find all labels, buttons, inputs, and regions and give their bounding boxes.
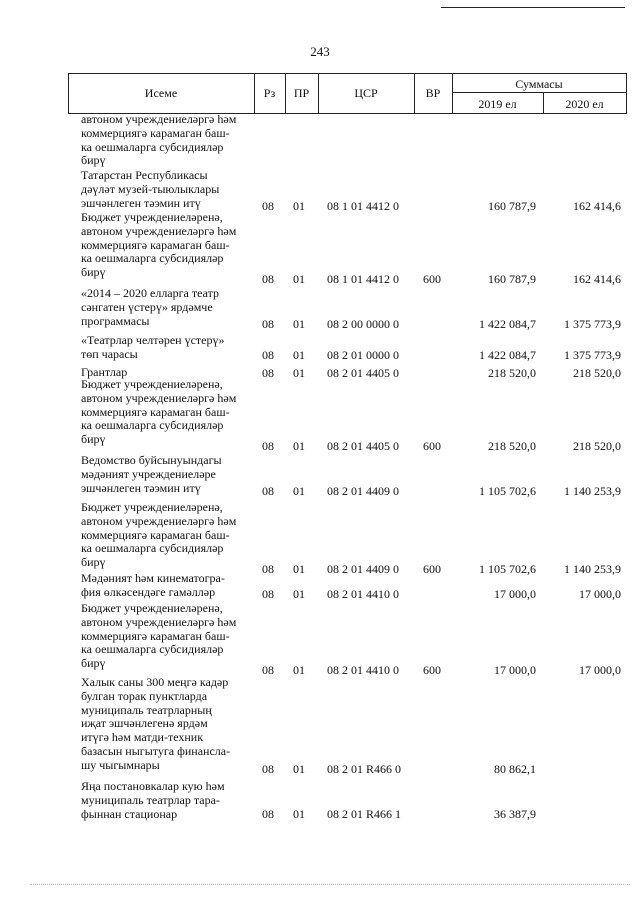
row-name-line: коммерциягә карамаган баш- [81, 125, 230, 140]
row-amount-2020: 1 375 773,9 [564, 348, 621, 362]
row-name-line: бирү [81, 656, 106, 671]
row-name [81, 113, 249, 168]
row-rz: 08 [262, 484, 274, 498]
row-name-line: автоном учреждениеләргә һәм [81, 614, 237, 629]
row-amount-2020: 1 375 773,9 [564, 317, 621, 331]
row-csr: 08 2 01 4405 0 [327, 366, 399, 380]
row-rz: 08 [262, 807, 274, 821]
row-pr: 01 [293, 807, 305, 821]
row-amount-2019: 17 000,0 [494, 587, 536, 601]
row-pr: 01 [293, 562, 305, 576]
header-sums: Суммасы [515, 77, 563, 91]
header-rz: Рз [263, 86, 276, 100]
row-name-line: иҗат эшчәнлегенә ярдәм [81, 716, 208, 731]
row-amount-2019: 80 862,1 [494, 762, 536, 776]
row-name-line: ка оешмаларга субсидияләр [81, 642, 224, 657]
row-amount-2019: 1 422 084,7 [479, 317, 536, 331]
row-pr: 01 [293, 366, 305, 380]
row-amount-2020: 1 140 253,9 [564, 484, 621, 498]
row-name [81, 501, 249, 570]
row-amount-2020: 17 000,0 [579, 587, 621, 601]
row-pr: 01 [293, 587, 305, 601]
row-csr: 08 2 01 4409 0 [327, 562, 399, 576]
row-name-line: Бюджет учреждениеләренә, [81, 377, 223, 391]
header-year-2019: 2019 ел [478, 97, 517, 111]
row-name-line: автоном учреждениеләргә һәм [81, 513, 237, 528]
row-amount-2019: 160 787,9 [488, 199, 536, 213]
row-name [81, 676, 249, 773]
row-amount-2019: 1 422 084,7 [479, 348, 536, 362]
row-pr: 01 [293, 484, 305, 498]
row-csr: 08 1 01 4412 0 [327, 272, 399, 286]
row-amount-2020: 218 520,0 [573, 439, 621, 453]
row-pr: 01 [293, 663, 305, 677]
row-name-line: коммерциягә карамаган баш- [81, 237, 230, 252]
row-csr: 08 2 01 R466 0 [327, 762, 402, 776]
row-vr: 600 [423, 272, 441, 286]
row-name-line: ка оешмаларга субсидияләр [81, 251, 224, 266]
row-name-line: Грантлар [81, 365, 128, 379]
header-name: Исеме [144, 86, 178, 100]
row-name [81, 454, 249, 495]
row-name-line: фыннан стационар [81, 806, 178, 821]
row-name-line: Татарстан Республикасы [81, 168, 208, 182]
header-year-2020: 2020 ел [565, 97, 604, 111]
row-name [81, 378, 249, 447]
row-rz: 08 [262, 272, 274, 286]
row-name-line: базасын ныгытуга финансла- [81, 743, 231, 758]
row-name-line: автоном учреждениеләргә һәм [81, 223, 237, 238]
header-border-right [626, 73, 627, 114]
row-name [81, 287, 249, 328]
row-name-line: фия өлкәсендәге гамәлләр [81, 584, 216, 599]
row-name-line: эшчәнлеген тәэмин итү [81, 195, 201, 210]
top-rule [441, 7, 625, 8]
row-name-line: бирү [81, 432, 106, 447]
row-name-line: шу чыгымнары [81, 757, 160, 772]
header-pr: ПР [293, 86, 310, 100]
row-rz: 08 [262, 587, 274, 601]
row-amount-2019: 1 105 702,6 [479, 484, 536, 498]
row-name-line: муниципаль театрларның [81, 702, 212, 717]
row-name-line: Яңа постановкалар кую һәм [81, 779, 225, 793]
row-name-line: мәдәният учреждениеләре [81, 466, 216, 481]
row-name-line: коммерциягә карамаган баш- [81, 404, 230, 419]
row-name-line: коммерциягә карамаган баш- [81, 628, 230, 643]
row-name-line: коммерциягә карамаган баш- [81, 527, 230, 542]
row-vr: 600 [423, 439, 441, 453]
row-name-line: дәүләт музей-тыюлыклары [81, 181, 220, 196]
row-rz: 08 [262, 439, 274, 453]
bottom-margin-marks [30, 884, 630, 885]
row-vr: 600 [423, 663, 441, 677]
row-name [81, 169, 249, 210]
row-rz: 08 [262, 317, 274, 331]
row-name [81, 211, 249, 280]
row-name-line: итүгә һәм матди-техник [81, 730, 204, 745]
row-vr: 600 [423, 562, 441, 576]
row-name-line: ка оешмаларга субсидияләр [81, 418, 224, 433]
row-rz: 08 [262, 199, 274, 213]
row-amount-2020: 162 414,6 [573, 272, 621, 286]
row-csr: 08 2 01 4410 0 [327, 587, 399, 601]
row-name-line: Бюджет учреждениеләренә, [81, 601, 223, 615]
row-name-line: «2014 – 2020 елларга театр [81, 286, 219, 300]
row-name-line: булган торак пунктларда [81, 688, 208, 703]
row-amount-2020: 1 140 253,9 [564, 562, 621, 576]
row-pr: 01 [293, 762, 305, 776]
row-csr: 08 2 01 0000 0 [327, 348, 399, 362]
row-name [81, 572, 249, 600]
row-rz: 08 [262, 348, 274, 362]
row-amount-2019: 17 000,0 [494, 663, 536, 677]
row-name-line: ка оешмаларга субсидияләр [81, 139, 224, 154]
row-name-line: төп чарасы [81, 346, 138, 361]
row-csr: 08 2 01 4409 0 [327, 484, 399, 498]
row-name [81, 334, 249, 362]
row-amount-2019: 1 105 702,6 [479, 562, 536, 576]
row-name-line: автоном учреждениеләргә һәм [81, 112, 237, 126]
row-rz: 08 [262, 366, 274, 380]
header-mid-line [452, 92, 626, 93]
row-amount-2019: 218 520,0 [488, 366, 536, 380]
row-amount-2019: 36 387,9 [494, 807, 536, 821]
row-name [81, 602, 249, 671]
row-name-line: автоном учреждениеләргә һәм [81, 390, 237, 405]
row-name-line: Ведомство буйсынуындагы [81, 453, 222, 467]
row-name-line: ка оешмаларга субсидияләр [81, 541, 224, 556]
row-amount-2019: 160 787,9 [488, 272, 536, 286]
header-csr: ЦСР [354, 86, 378, 100]
row-rz: 08 [262, 663, 274, 677]
row-name-line: муниципаль театрлар тара- [81, 792, 220, 807]
row-name-line: программасы [81, 313, 150, 328]
row-csr: 08 1 01 4412 0 [327, 199, 399, 213]
row-csr: 08 2 00 0000 0 [327, 317, 399, 331]
row-name [81, 780, 249, 821]
row-amount-2020: 218 520,0 [573, 366, 621, 380]
row-pr: 01 [293, 317, 305, 331]
row-pr: 01 [293, 439, 305, 453]
row-name-line: эшчәнлеген тәэмин итү [81, 480, 201, 495]
row-rz: 08 [262, 762, 274, 776]
page-number: 243 [310, 44, 330, 59]
row-rz: 08 [262, 562, 274, 576]
row-name-line: Мәдәният һәм кинематогра- [81, 571, 225, 585]
row-name-line: бирү [81, 265, 106, 280]
row-pr: 01 [293, 348, 305, 362]
row-amount-2020: 162 414,6 [573, 199, 621, 213]
row-name-line: Бюджет учреждениеләренә, [81, 500, 223, 514]
row-name-line: «Театрлар челтәрен үстерү» [81, 333, 225, 347]
row-name-line: бирү [81, 555, 106, 570]
row-name-line: Халык саны 300 меңгә кадәр [81, 675, 229, 689]
row-csr: 08 2 01 4410 0 [327, 663, 399, 677]
row-name-line: сәнгатен үстерү» ярдәмче [81, 299, 213, 314]
row-pr: 01 [293, 272, 305, 286]
row-name-line: Бюджет учреждениеләренә, [81, 210, 223, 224]
row-amount-2020: 17 000,0 [579, 663, 621, 677]
header-vr: ВР [425, 86, 441, 100]
row-amount-2019: 218 520,0 [488, 439, 536, 453]
row-csr: 08 2 01 4405 0 [327, 439, 399, 453]
row-csr: 08 2 01 R466 1 [327, 807, 402, 821]
row-pr: 01 [293, 199, 305, 213]
row-name-line: бирү [81, 153, 106, 168]
header-top-line [68, 73, 626, 74]
